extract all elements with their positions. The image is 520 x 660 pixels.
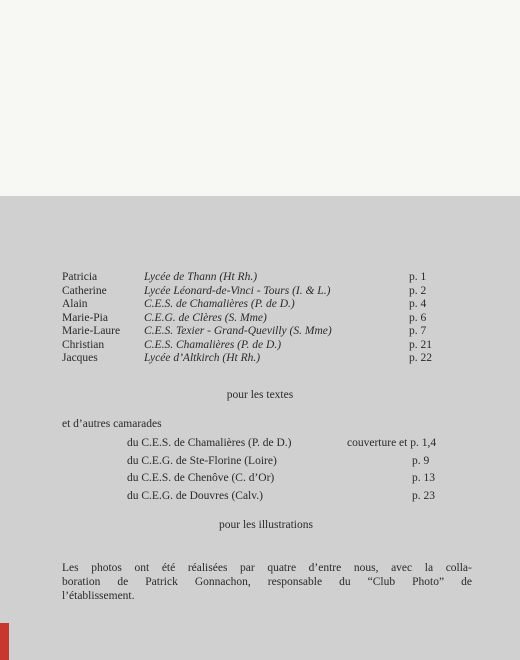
contributor-name: Marie-Pia [62,312,108,324]
illustrator-school: du C.E.S. de Chenôve (C. d’Or) [127,472,275,484]
illustrator-row [127,490,447,504]
outro-line-2 [62,575,472,589]
contributor-page: p. 7 [409,325,427,337]
word: colla- [445,562,472,574]
contributor-row [62,312,472,326]
contributor-row [62,271,472,285]
word: de [461,576,472,588]
contributor-school: Lycée d’Altkirch (Ht Rh.) [144,352,261,364]
word: boration [62,576,101,588]
contributor-school: C.E.S. de Chamalières (P. de D.) [144,298,295,310]
outro-line-3: l’établissement. [62,590,135,602]
contributor-name: Patricia [62,271,98,283]
illustrator-school: du C.E.S. de Chamalières (P. de D.) [127,437,292,449]
contributor-school: C.E.G. de Clères (S. Mme) [144,312,267,324]
contributor-row [62,285,472,299]
illustrator-page: p. 9 [412,455,430,467]
contributor-page: p. 22 [409,352,432,364]
word: nous, [353,562,379,574]
illustrator-page: p. 13 [412,472,435,484]
contributor-row [62,339,472,353]
word: avec [391,562,413,574]
contributor-school: C.E.S. Texier - Grand-Quevilly (S. Mme) [144,325,332,337]
word: Photo” [412,576,445,588]
contributor-school: Lycée de Thann (Ht Rh.) [144,271,258,283]
illustrator-school: du C.E.G. de Douvres (Calv.) [127,490,263,502]
contributor-school: Lycée Léonard-de-Vinci - Tours (I. & L.) [144,285,331,297]
contributor-page: p. 1 [409,271,427,283]
word: d’entre [308,562,342,574]
contributor-page: p. 21 [409,339,432,351]
red-edge-tab [0,623,9,660]
contributor-name: Christian [62,339,105,351]
word: été [161,562,176,574]
for-illustrations-label: pour les illustrations [219,519,313,531]
word: Les [62,562,79,574]
for-texts-label: pour les textes [226,389,294,401]
word: responsable [267,576,323,588]
contributor-name: Alain [62,298,88,310]
word: Patrick [145,576,178,588]
illustrator-row [127,455,447,469]
outro-paragraph [62,561,472,603]
word: photos [91,562,122,574]
word: quatre [267,562,297,574]
illustrator-page: couverture et p. 1,4 [347,437,437,449]
contributor-name: Catherine [62,285,107,297]
contributor-row [62,325,472,339]
blank-paper-area [0,0,520,196]
word: la [424,562,434,574]
contributor-page: p. 6 [409,312,427,324]
illustrator-school: du C.E.G. de Ste-Florine (Loire) [127,455,277,467]
contributor-name: Jacques [62,352,98,364]
word: “Club [367,576,396,588]
contributor-page: p. 2 [409,285,427,297]
word: par [240,562,255,574]
word: ont [134,562,150,574]
other-mates-label: et d’autres camarades [62,418,162,430]
word: de [117,576,129,588]
outro-line-1 [62,561,472,575]
illustrator-row [127,472,447,486]
word: réalisées [187,562,228,574]
contributor-row [62,352,472,366]
contributor-page: p. 4 [409,298,427,310]
word: du [339,576,351,588]
contributor-name: Marie-Laure [62,325,121,337]
word: Gonnachon, [194,576,251,588]
contributor-row [62,298,472,312]
illustrator-row [127,437,447,451]
contributor-school: C.E.S. Chamalières (P. de D.) [144,339,282,351]
illustrator-page: p. 23 [412,490,435,502]
